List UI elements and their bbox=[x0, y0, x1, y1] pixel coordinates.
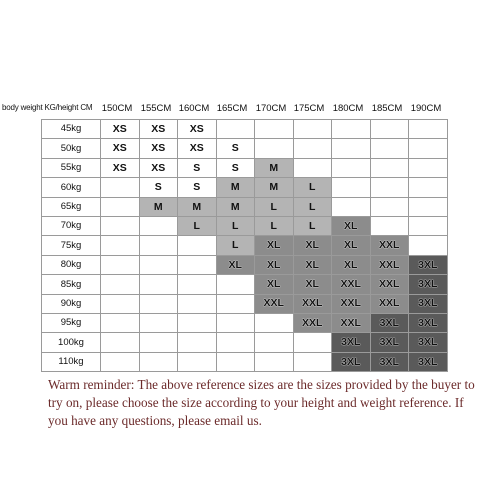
size-label: L bbox=[309, 181, 316, 194]
weight-cell: 80kg bbox=[42, 255, 101, 274]
size-cell bbox=[101, 275, 140, 294]
size-label: 3XL bbox=[418, 355, 438, 368]
size-cell bbox=[293, 158, 332, 177]
size-cell bbox=[139, 255, 178, 274]
size-label: 3XL bbox=[379, 316, 399, 329]
size-cell bbox=[255, 333, 294, 352]
size-cell bbox=[409, 236, 448, 255]
size-cell bbox=[332, 158, 371, 177]
size-label: XL bbox=[305, 239, 319, 252]
size-label: L bbox=[309, 200, 316, 213]
size-cell bbox=[370, 178, 409, 197]
size-cell bbox=[293, 197, 332, 216]
size-label: XXL bbox=[379, 239, 400, 252]
size-cell bbox=[216, 352, 255, 371]
size-cell bbox=[370, 352, 409, 371]
size-cell bbox=[293, 352, 332, 371]
size-cell bbox=[178, 352, 217, 371]
size-chart-table bbox=[41, 119, 448, 372]
size-cell bbox=[332, 197, 371, 216]
size-cell bbox=[139, 197, 178, 216]
size-cell bbox=[370, 158, 409, 177]
size-cell bbox=[409, 158, 448, 177]
size-label: XS bbox=[151, 122, 166, 135]
size-cell bbox=[332, 236, 371, 255]
size-label: XXL bbox=[340, 278, 361, 291]
size-label: M bbox=[269, 181, 279, 194]
size-cell bbox=[293, 275, 332, 294]
size-cell bbox=[216, 313, 255, 332]
size-label: M bbox=[153, 200, 163, 213]
size-cell bbox=[178, 236, 217, 255]
weight-cell: 60kg bbox=[42, 178, 101, 197]
size-label: S bbox=[193, 161, 201, 174]
weight-cell: 85kg bbox=[42, 275, 101, 294]
size-cell bbox=[409, 313, 448, 332]
table-row bbox=[42, 313, 448, 332]
weight-cell: 70kg bbox=[42, 216, 101, 235]
size-cell bbox=[178, 216, 217, 235]
table-row bbox=[42, 158, 448, 177]
table-row bbox=[42, 294, 448, 313]
weight-cell: 110kg bbox=[42, 352, 101, 371]
size-label: L bbox=[193, 219, 200, 232]
size-cell bbox=[178, 158, 217, 177]
size-label: L bbox=[232, 239, 239, 252]
size-label: 3XL bbox=[379, 336, 399, 349]
size-cell bbox=[101, 236, 140, 255]
size-cell bbox=[409, 294, 448, 313]
size-cell bbox=[255, 275, 294, 294]
size-cell bbox=[255, 236, 294, 255]
size-cell bbox=[139, 275, 178, 294]
size-cell bbox=[101, 352, 140, 371]
size-cell bbox=[293, 294, 332, 313]
size-cell bbox=[255, 294, 294, 313]
size-cell bbox=[216, 294, 255, 313]
size-label: XL bbox=[228, 258, 242, 271]
size-label: L bbox=[270, 219, 277, 232]
size-cell bbox=[409, 275, 448, 294]
size-cell bbox=[370, 255, 409, 274]
size-cell bbox=[178, 294, 217, 313]
size-label: XL bbox=[305, 258, 319, 271]
size-label: 3XL bbox=[341, 355, 361, 368]
warm-reminder-note: Warm reminder: The above reference sizes are the sizes provided by the buyer to try on, please choose the size according to your height and weight reference. If you have any questions, please email us. bbox=[48, 377, 475, 428]
size-cell bbox=[409, 216, 448, 235]
table-row bbox=[42, 197, 448, 216]
weight-cell: 55kg bbox=[42, 158, 101, 177]
size-label: 3XL bbox=[418, 316, 438, 329]
size-label: 3XL bbox=[379, 355, 399, 368]
size-label: S bbox=[231, 142, 239, 155]
size-label: XXL bbox=[263, 297, 284, 310]
size-label: M bbox=[230, 200, 240, 213]
height-header: 155CM bbox=[140, 103, 172, 114]
size-cell bbox=[101, 216, 140, 235]
size-cell bbox=[370, 333, 409, 352]
size-cell bbox=[178, 313, 217, 332]
size-label: S bbox=[231, 161, 239, 174]
size-label: S bbox=[154, 181, 162, 194]
size-cell bbox=[409, 178, 448, 197]
size-cell bbox=[332, 294, 371, 313]
size-cell bbox=[255, 120, 294, 139]
size-cell bbox=[255, 216, 294, 235]
size-label: M bbox=[230, 181, 240, 194]
size-cell bbox=[139, 294, 178, 313]
size-cell bbox=[216, 275, 255, 294]
size-cell bbox=[370, 139, 409, 158]
size-cell bbox=[332, 313, 371, 332]
size-label: XXL bbox=[340, 297, 361, 310]
size-label: 3XL bbox=[418, 297, 438, 310]
size-cell bbox=[293, 236, 332, 255]
size-cell bbox=[101, 294, 140, 313]
size-label: XS bbox=[189, 122, 204, 135]
corner-label: body weight KG/height CM bbox=[2, 103, 93, 112]
size-label: XXL bbox=[302, 316, 323, 329]
size-cell bbox=[101, 197, 140, 216]
size-cell bbox=[255, 255, 294, 274]
size-label: XL bbox=[344, 219, 358, 232]
size-cell bbox=[139, 236, 178, 255]
size-cell bbox=[332, 120, 371, 139]
size-cell bbox=[178, 139, 217, 158]
size-cell bbox=[216, 216, 255, 235]
size-label: XS bbox=[189, 142, 204, 155]
size-cell bbox=[409, 333, 448, 352]
weight-cell: 65kg bbox=[42, 197, 101, 216]
size-label: XL bbox=[267, 239, 281, 252]
size-cell bbox=[370, 275, 409, 294]
size-label: XS bbox=[112, 122, 127, 135]
size-cell bbox=[139, 120, 178, 139]
table-row bbox=[42, 275, 448, 294]
size-cell bbox=[370, 216, 409, 235]
size-cell bbox=[255, 352, 294, 371]
size-cell bbox=[409, 139, 448, 158]
size-cell bbox=[332, 275, 371, 294]
size-cell bbox=[255, 158, 294, 177]
size-cell bbox=[139, 333, 178, 352]
size-cell bbox=[101, 139, 140, 158]
size-cell bbox=[293, 216, 332, 235]
size-cell bbox=[255, 178, 294, 197]
size-label: XXL bbox=[379, 278, 400, 291]
header-row bbox=[0, 100, 490, 118]
size-cell bbox=[216, 120, 255, 139]
size-cell bbox=[370, 236, 409, 255]
size-cell bbox=[255, 197, 294, 216]
size-cell bbox=[370, 294, 409, 313]
height-header: 150CM bbox=[101, 103, 133, 114]
table-row bbox=[42, 236, 448, 255]
size-cell bbox=[139, 216, 178, 235]
size-cell bbox=[409, 120, 448, 139]
size-label: XL bbox=[344, 258, 358, 271]
size-cell bbox=[370, 197, 409, 216]
size-cell bbox=[332, 352, 371, 371]
size-label: M bbox=[192, 200, 202, 213]
size-cell bbox=[178, 333, 217, 352]
size-label: XS bbox=[112, 142, 127, 155]
size-label: XXL bbox=[379, 258, 400, 271]
size-cell bbox=[178, 178, 217, 197]
height-header: 185CM bbox=[371, 103, 403, 114]
size-cell bbox=[101, 333, 140, 352]
size-cell bbox=[409, 255, 448, 274]
size-cell bbox=[216, 236, 255, 255]
weight-cell: 90kg bbox=[42, 294, 101, 313]
weight-cell: 45kg bbox=[42, 120, 101, 139]
size-cell bbox=[216, 333, 255, 352]
size-cell bbox=[370, 313, 409, 332]
size-cell bbox=[216, 178, 255, 197]
size-cell bbox=[332, 216, 371, 235]
height-header: 165CM bbox=[216, 103, 248, 114]
size-label: L bbox=[232, 219, 239, 232]
size-cell bbox=[293, 333, 332, 352]
table-row bbox=[42, 178, 448, 197]
size-label: XL bbox=[267, 278, 281, 291]
weight-cell: 95kg bbox=[42, 313, 101, 332]
size-cell bbox=[216, 139, 255, 158]
size-label: XL bbox=[344, 239, 358, 252]
table-row bbox=[42, 120, 448, 139]
size-cell bbox=[255, 313, 294, 332]
size-label: XS bbox=[151, 142, 166, 155]
size-cell bbox=[293, 313, 332, 332]
size-label: 3XL bbox=[418, 278, 438, 291]
size-cell bbox=[178, 275, 217, 294]
size-label: XL bbox=[267, 258, 281, 271]
table-row bbox=[42, 139, 448, 158]
size-cell bbox=[139, 313, 178, 332]
size-cell bbox=[139, 139, 178, 158]
weight-cell: 75kg bbox=[42, 236, 101, 255]
table-row bbox=[42, 255, 448, 274]
size-label: S bbox=[193, 181, 201, 194]
size-cell bbox=[101, 255, 140, 274]
size-cell bbox=[101, 313, 140, 332]
size-cell bbox=[101, 158, 140, 177]
size-cell bbox=[293, 120, 332, 139]
size-cell bbox=[293, 178, 332, 197]
height-header: 175CM bbox=[293, 103, 325, 114]
size-label: XXL bbox=[302, 297, 323, 310]
size-cell bbox=[370, 120, 409, 139]
size-cell bbox=[139, 352, 178, 371]
height-header: 160CM bbox=[178, 103, 210, 114]
size-cell bbox=[139, 178, 178, 197]
size-cell bbox=[255, 139, 294, 158]
table-row bbox=[42, 216, 448, 235]
size-cell bbox=[332, 139, 371, 158]
size-cell bbox=[178, 120, 217, 139]
size-label: 3XL bbox=[418, 258, 438, 271]
size-cell bbox=[216, 255, 255, 274]
size-cell bbox=[178, 255, 217, 274]
weight-cell: 50kg bbox=[42, 139, 101, 158]
size-label: L bbox=[270, 200, 277, 213]
size-label: L bbox=[309, 219, 316, 232]
size-label: XXL bbox=[379, 297, 400, 310]
size-cell bbox=[101, 120, 140, 139]
size-label: 3XL bbox=[418, 336, 438, 349]
size-cell bbox=[409, 197, 448, 216]
size-label: 3XL bbox=[341, 336, 361, 349]
size-cell bbox=[293, 255, 332, 274]
size-cell bbox=[178, 197, 217, 216]
size-cell bbox=[216, 197, 255, 216]
size-cell bbox=[409, 352, 448, 371]
size-cell bbox=[101, 178, 140, 197]
size-cell bbox=[216, 158, 255, 177]
weight-cell: 100kg bbox=[42, 333, 101, 352]
size-label: XL bbox=[305, 278, 319, 291]
size-cell bbox=[332, 178, 371, 197]
size-label: XS bbox=[112, 161, 127, 174]
size-cell bbox=[332, 333, 371, 352]
table-row bbox=[42, 333, 448, 352]
height-header: 170CM bbox=[255, 103, 287, 114]
size-cell bbox=[332, 255, 371, 274]
size-cell bbox=[139, 158, 178, 177]
size-cell bbox=[293, 139, 332, 158]
size-label: XXL bbox=[340, 316, 361, 329]
size-label: M bbox=[269, 161, 279, 174]
height-header: 180CM bbox=[332, 103, 364, 114]
size-label: XS bbox=[151, 161, 166, 174]
table-row bbox=[42, 352, 448, 371]
height-header: 190CM bbox=[410, 103, 442, 114]
